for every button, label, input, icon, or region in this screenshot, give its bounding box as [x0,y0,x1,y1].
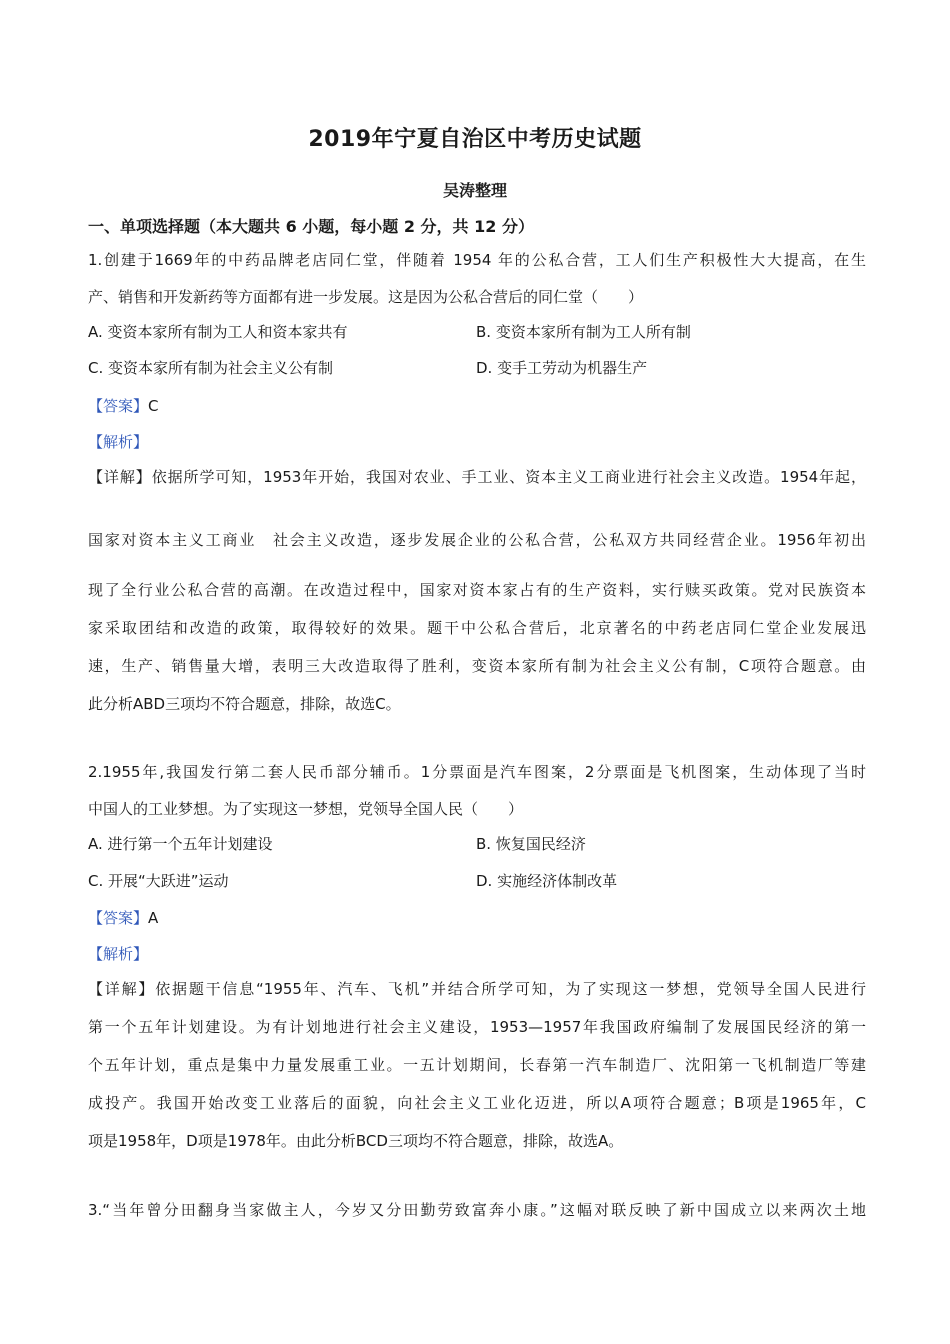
q1-answer-value: C [148,397,159,415]
q2-option-a: A. 进行第一个五年计划建设 [88,835,273,853]
q2-answer-value: A [148,909,159,927]
q1-detail-line-3: 现了全行业公私合营的高潮。在改造过程中，国家对资本家占有的生产资料，实行赎买政策。党对民族资本 [88,581,866,599]
q1-detail-line-2: 国家对资本主义工商业 社会主义改造，逐步发展企业的公私合营，公私双方共同经营企业。1956年初出 [88,531,866,549]
q2-detail-line-3: 个五年计划，重点是集中力量发展重工业。一五计划期间，长春第一汽车制造厂、沈阳第一飞机制造厂等建 [88,1056,866,1074]
page-title: 2019年宁夏自治区中考历史试题 [308,127,642,152]
q1-option-b: B. 变资本家所有制为工人所有制 [476,323,691,341]
q1-option-a: A. 变资本家所有制为工人和资本家共有 [88,323,348,341]
q2-detail-text-1: 依据题干信息“1955年、汽车、飞机”并结合所学可知，为了实现这一梦想，党领导全国人民进行 [155,980,866,998]
q1-detail-line-4: 家采取团结和改造的政策，取得较好的效果。题干中公私合营后，北京著名的中药老店同仁堂企业发展迅 [88,619,866,637]
q2-answer-row [88,908,158,928]
q1-detail-line-1 [88,467,866,487]
q1-analysis-label: 【解析】 [88,433,149,451]
q1-option-d: D. 变手工劳动为机器生产 [476,359,648,377]
detail-label: 【详解】 [88,468,152,486]
q2-detail-line-5: 项是1958年，D项是1978年。由此分析BCD三项均不符合题意，排除，故选A。 [88,1132,624,1150]
q2-stem-line-1: 2.1955年,我国发行第二套人民币部分辅币。1分票面是汽车图案，2分票面是飞机图案，生动体现了当时 [88,763,866,781]
q1-detail-text-1: 依据所学可知，1953年开始，我国对农业、手工业、资本主义工商业进行社会主义改造。1954年起， [151,468,866,486]
q2-stem-line-2: 中国人的工业梦想。为了实现这一梦想，党领导全国人民（ ） [88,800,524,818]
q1-answer-row [88,396,159,416]
q1-option-c: C. 变资本家所有制为社会主义公有制 [88,359,334,377]
q3-stem-line-1: 3.“当年曾分田翻身当家做主人，今岁又分田勤劳致富奔小康。”这幅对联反映了新中国成立以来两次土地 [88,1201,866,1219]
q2-option-b: B. 恢复国民经济 [476,835,586,853]
q1-stem-line-2: 产、销售和开发新药等方面都有进一步发展。这是因为公私合营后的同仁堂（ ） [88,288,644,306]
q2-detail-line-1 [88,979,866,999]
answer-label: 【答案】 [88,909,149,927]
q1-detail-line-5: 速，生产、销售量大增，表明三大改造取得了胜利，变资本家所有制为社会主义公有制，C项符合题意。由 [88,657,866,675]
q2-option-d: D. 实施经济体制改革 [476,872,618,890]
q1-stem-line-1: 1.创建于1669年的中药品牌老店同仁堂，伴随着 1954 年的公私合营，工人们生产积极性大大提高，在生 [88,251,866,269]
section-heading: 一、单项选择题（本大题共 6 小题，每小题 2 分，共 12 分） [88,217,534,236]
author-line: 吴涛整理 [442,181,507,200]
q2-option-c: C. 开展“大跃进”运动 [88,872,229,890]
detail-label: 【详解】 [88,980,156,998]
q2-detail-line-4: 成投产。我国开始改变工业落后的面貌，向社会主义工业化迈进，所以A项符合题意；B项是1965年，C [88,1094,866,1112]
q1-detail-line-6: 此分析ABD三项均不符合题意，排除，故选C。 [88,695,401,713]
q2-detail-line-2: 第一个五年计划建设。为有计划地进行社会主义建设，1953—1957年我国政府编制了发展国民经济的第一 [88,1018,866,1036]
answer-label: 【答案】 [88,397,149,415]
q2-analysis-label: 【解析】 [88,945,149,963]
